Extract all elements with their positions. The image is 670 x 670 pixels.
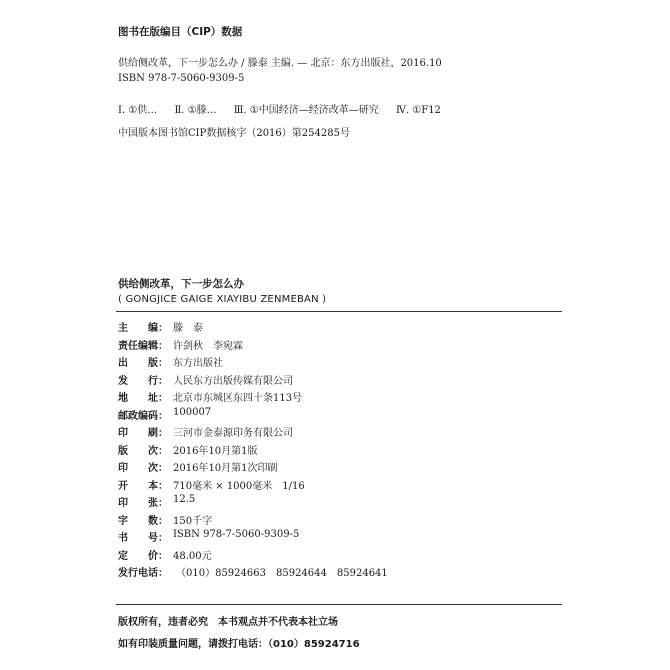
info-row-responsible-editor bbox=[118, 337, 558, 355]
info-row-postcode bbox=[118, 407, 558, 425]
info-value: 东方出版社 bbox=[173, 358, 223, 369]
info-value: 滕 泰 bbox=[173, 323, 203, 334]
divider bbox=[116, 604, 562, 605]
info-row-editor bbox=[118, 319, 558, 337]
info-row-sheets bbox=[118, 494, 558, 512]
info-label: 印 张： bbox=[118, 498, 168, 509]
info-value: （010）85924663 85924644 85924641 bbox=[176, 568, 388, 579]
info-row-word-count bbox=[118, 512, 558, 530]
info-label: 版 次： bbox=[118, 445, 168, 457]
cip-title: 图书在版编目（CIP）数据 bbox=[118, 26, 243, 38]
info-label: 开 本： bbox=[118, 480, 168, 492]
info-value: ISBN 978-7-5060-9309-5 bbox=[173, 529, 300, 540]
info-value: 北京市东城区东四十条113号 bbox=[173, 393, 303, 404]
rights-notice: 版权所有，违者必究 本书观点并不代表本社立场 bbox=[118, 617, 338, 628]
classification-item: Ⅰ. ①供… bbox=[118, 105, 158, 116]
info-label: 地 址： bbox=[118, 393, 168, 404]
info-row-address bbox=[118, 389, 558, 407]
info-label: 发行电话： bbox=[118, 568, 168, 579]
info-label: 定 价： bbox=[118, 550, 168, 562]
info-row-printer bbox=[118, 424, 558, 442]
divider bbox=[116, 311, 562, 312]
info-row-phone bbox=[118, 564, 558, 582]
info-row-format bbox=[118, 477, 558, 495]
info-label: 印 刷： bbox=[118, 428, 168, 439]
book-title: 供给侧改革，下一步怎么办 bbox=[118, 278, 244, 290]
book-pinyin-title: ( GONGJICE GAIGE XIAYIBU ZENMEBAN ) bbox=[118, 294, 327, 305]
publication-info-table bbox=[118, 319, 558, 582]
info-row-distributor bbox=[118, 372, 558, 390]
info-label: 发 行： bbox=[118, 375, 168, 387]
classification-item: Ⅱ. ①滕… bbox=[174, 105, 217, 116]
info-label: 书 号： bbox=[118, 533, 168, 544]
info-value: 12.5 bbox=[173, 494, 196, 505]
info-value: 2016年10月第1次印刷 bbox=[173, 463, 278, 474]
info-value: 710毫米 × 1000毫米 1/16 bbox=[173, 480, 305, 492]
info-value: 150千字 bbox=[173, 515, 213, 527]
info-value: 100007 bbox=[173, 406, 212, 418]
cip-isbn: ISBN 978-7-5060-9309-5 bbox=[118, 73, 245, 84]
info-label: 邮政编码： bbox=[118, 410, 168, 422]
info-value: 三河市金泰源印务有限公司 bbox=[173, 428, 293, 439]
info-value: 48.00元 bbox=[173, 550, 212, 562]
info-label: 印 次： bbox=[118, 463, 168, 474]
info-row-book-number bbox=[118, 529, 558, 547]
cip-record-line: 供给侧改革，下一步怎么办 / 滕泰 主编. — 北京：东方出版社，2016.10 bbox=[118, 58, 442, 69]
classification-item: Ⅳ. ①F12 bbox=[395, 105, 441, 116]
info-row-edition bbox=[118, 442, 558, 460]
info-row-publisher bbox=[118, 354, 558, 372]
info-label: 出 版： bbox=[118, 358, 168, 369]
info-value: 2016年10月第1版 bbox=[173, 445, 258, 457]
info-label: 主 编： bbox=[118, 323, 168, 334]
info-row-price bbox=[118, 547, 558, 565]
cip-number: 中国版本图书馆CIP数据核字（2016）第254285号 bbox=[118, 128, 350, 139]
print-quality-notice: 如有印装质量问题，请拨打电话：（010）85924716 bbox=[118, 639, 360, 650]
info-label: 责任编辑： bbox=[118, 340, 168, 352]
info-row-printing bbox=[118, 459, 558, 477]
info-label: 字 数： bbox=[118, 515, 168, 527]
classification-item: Ⅲ. ①中国经济—经济改革—研究 bbox=[233, 105, 379, 116]
cip-classification bbox=[118, 101, 455, 116]
info-value: 人民东方出版传媒有限公司 bbox=[173, 375, 293, 387]
info-value: 许剑秋 李宛霖 bbox=[173, 340, 243, 352]
